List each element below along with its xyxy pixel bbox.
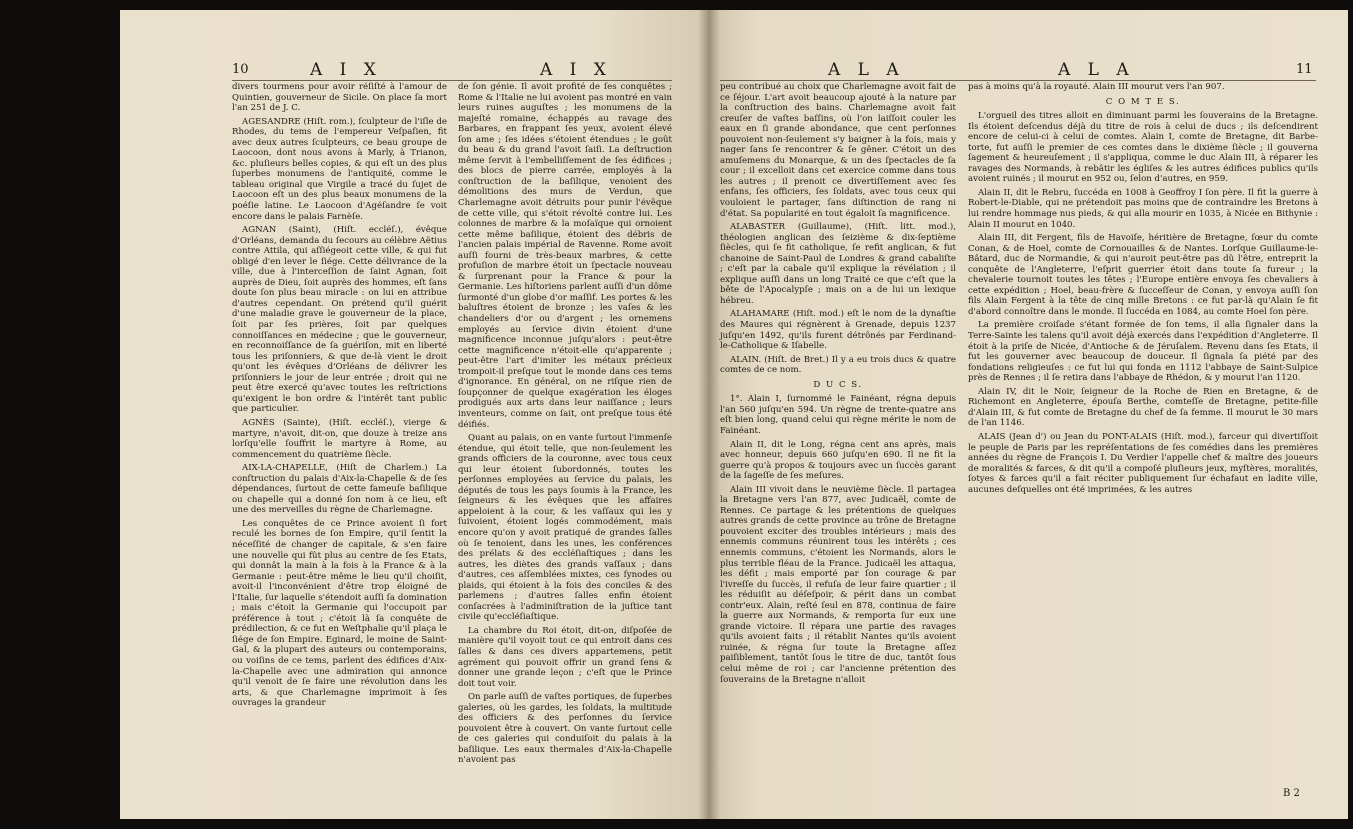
catchword: B 2: [1283, 788, 1300, 799]
paragraph: ALABASTER (Guillaume), (Hiſt. litt. mod.), théologien anglican des ſeizième & dix-ſeptième ſiècles, qui ſe fit catholique, ſe refit anglican, & fut chanoine de Saint-Paul de Londres & grand cabaliſte ; c'eſt par la cabale qu'il explique la révélation ; il explique auſſi dans un long Traité ce que c'eſt que la bête de l'Apocalypſe ; mais on a de lui un lexique hébreu.: [720, 222, 956, 306]
running-head-center-left: A I X: [540, 60, 612, 80]
page-number-right: 11: [1296, 62, 1313, 77]
paragraph: AIX-LA-CHAPELLE, (Hiſt de Charlem.) La conſtruction du palais d'Aix-la-Chapelle & de ſes dépendances, ſurtout de cette fameuſe baſilique ou chapelle qui a donné ſon nom à ce lieu, eſt une des merveilles du règne de Charlemagne.: [232, 463, 447, 516]
paragraph: divers tourmens pour avoir réſiſté à l'amour de Quintien, gouverneur de Sicile. On place ſa mort l'an 251 de J. C.: [232, 82, 447, 114]
paragraph: Quant au palais, on en vante ſurtout l'immenſe étendue, qui étoit telle, que non-ſeulement les grands officiers de la couronne, avec tous ceux qui leur étoient ſubordonnés, toutes les perſonnes employées au ſervice du palais, les députés de tous les pays ſoumis à la France, les ſeigneurs & les évêques que les affaires appeloient à la cour, & les vaſſaux qui les y ſuivoient, étoient logés commodément, mais encore qu'on y avoit pratiqué de grandes ſalles où ſe tenoient, dans les unes, les conférences des prélats & des eccléſiaſtiques ; dans les autres, les diètes des grands vaſſaux ; dans d'autres, ces aſſemblées mixtes, ces ſynodes ou plaids, qui étoient à la fois des conciles & des parlemens ; d'autres ſalles enfin étoient conſacrées à l'adminiſtration de la juſtice tant civile qu'eccléſiaſtique.: [458, 433, 672, 623]
head-rule-right: [720, 80, 1316, 81]
paragraph: AGNAN (Saint), (Hiſt. eccléſ.), évêque d'Orléans, demanda du ſecours au célèbre Aëtius contre Attila, qui aſſiégeoit cette ville, & qui fut obligé d'en lever le ſiége. Cette délivrance de la ville, due à l'interceſſion de ſaint Agnan, ſoit auprès de Dieu, ſoit auprès des hommes, eſt ſans doute ſon plus beau miracle : on lui en attribue d'autres cependant. On prétend qu'il guérit d'une maladie grave le gouverneur de la place, ſoit par ſes prières, ſoit par quelques connoiſſances en médecine ; que le gouverneur, en reconnoiſſance de ſa guériſon, mit en liberté tous les priſonniers, & que de-là vient le droit qu'ont les évêques d'Orléans de délivrer les priſonniers le jour de leur entrée ; droit qui ne peut être exercé qu'avec toutes les reſtrictions qu'exigent le bon ordre & l'intérêt tant public que particulier.: [232, 225, 447, 415]
paragraph: ALAIN. (Hiſt. de Bret.) Il y a eu trois ducs & quatre comtes de ce nom.: [720, 354, 956, 376]
paragraph: peu contribué au choix que Charlemagne avoit fait de ce ſéjour. L'art avoit beaucoup ajouté à la nature par la conſtruction des bains. Charlemagne avoit fait creuſer de vaſtes baſſins, où l'on laiſſoit couler les eaux en ſi grande abondance, que cent perſonnes pouvoient non-ſeulement s'y baigner à la fois, mais y nager ſans ſe rencontrer & ſe gêner. C'étoit un des amuſemens du Monarque, & un des ſpectacles de ſa cour ; il excelloit dans cet exercice comme dans tous les autres ; il prenoit ce divertiſſement avec ſes enfans, ſes officiers, ſes ſoldats, avec tous ceux qui vouloient le partager, ſans diſtinction de rang ni d'état. Sa popularité en tout égaloit ſa magnificence.: [720, 82, 956, 219]
left-page: [120, 10, 708, 819]
paragraph: 1°. Alain I, ſurnommé le Fainéant, régna depuis l'an 560 juſqu'en 594. Un règne de trente-quatre ans eſt bien long, quand celui qui règne mérite le nom de Fainéant.: [720, 394, 956, 436]
paragraph: Les conquêtes de ce Prince avoient ſi fort reculé les bornes de ſon Empire, qu'il ſentit la néceſſité de changer de capitale, & s'en faire une nouvelle qui fût plus au centre de ſes Etats, qui donnât la main à la fois à la France & à la Germanie : peut-être même le lieu qu'il choiſit, avoit-il l'inconvénient d'être trop éloigné de l'Italie, ſur laquelle s'étendoit auſſi ſa domination ; mais c'étoit la Germanie qui l'occupoit par préférence à tout ; c'étoit là ſa conquête de prédilection, & ce fut en Weſtphalie qu'il plaça le ſiége de ſon Empire. Eginard, le moine de Saint-Gal, & la plupart des auteurs ou contemporains, ou voiſins de ce tems, parlent des édifices d'Aix-la-Chapelle avec une admiration qui annonce qu'il venoit de ſe faire une révolution dans les arts, & que Charlemagne imprimoit à ſes ouvrages la grandeur: [232, 518, 447, 709]
book-gutter: [698, 10, 720, 819]
paragraph: de ſon génie. Il avoit profité de ſes conquêtes ; Rome & l'Italie ne lui avoient pas montré en vain leurs ruines auguſtes ; les monumens de la majeſté romaine, échappés au ravage des Barbares, en frappant ſes yeux, avoient élevé ſon ame ; ſes idées s'étoient étendues ; le goût du beau & du grand l'avoit ſaiſi. La deſtruction même ſervit à l'embelliſſement de ſes édifices ; des blocs de pierre carrée, employés à la conſtruction de la baſilique, venoient des démolitions des murs de Verdun, que Charlemagne avoit détruits pour punir l'évêque de cette ville, qui s'étoit révolté contre lui. Les colonnes de marbre & la moſaïque qui ornoient cette même baſilique, étoient des débris de l'ancien palais impérial de Ravenne. Rome avoit auſſi fourni de très-beaux marbres, & cette profuſion de marbre étoit un ſpectacle nouveau & ſurprenant pour la France & pour la Germanie. Les hiſtoriens parlent auſſi d'un dôme ſurmonté d'un globe d'or maſſif. Les portes & les baluſtres étoient de bronze ; les vaſes & les chandeliers d'or ou d'argent ; les ornemens employés au ſervice divin étoient d'une magnificence inconnue juſqu'alors : peut-être cette magnificence n'étoit-elle qu'apparente ; peut-être l'art d'imiter les métaux précieux trompoit-il preſque tout le monde dans ces tems d'ignorance. En général, on ne riſque rien de ſoupçonner de quelque exagération les éloges prodigués aux arts dans leur naiſſance ; leurs inventeurs, comme on ſait, ont preſque tous été déifiés.: [458, 82, 672, 430]
paragraph: ALAIS (Jean d') ou Jean du PONT-ALAIS (Hiſt. mod.), farceur qui divertiſſoit le peuple de Paris par les repréſentations de ſes comédies dans les premières années du règne de François I. Du Verdier l'appelle chef & maître des joueurs de moralités & farces, & dit qu'il a compoſé pluſieurs jeux, myſtères, moralités, ſotyes & farces qu'il a fait réciter publiquement ſur échafaut en ladite ville, aucunes deſquelles ont été imprimées, & les autres: [968, 431, 1318, 495]
running-head-left: A I X: [310, 60, 382, 80]
paragraph: Alain IV, dit le Noir, ſeigneur de la Roche de Rien en Bretagne, & de Richemont en Angleterre, épouſa Berthe, comteſſe de Bretagne, petite-fille d'Alain III, & fut comte de Bretagne du chef de ſa femme. Il mourut le 30 mars de l'an 1146.: [968, 386, 1318, 429]
section-heading-ducs: D U C S.: [813, 379, 863, 390]
paragraph: AGNÈS (Sainte), (Hiſt. eccléſ.), vierge & martyre, n'avoit, dit-on, que douze à treize ans lorſqu'elle ſouffrit le martyre à Rome, au commencement du quatrième ſiècle.: [232, 417, 447, 460]
paragraph: Alain II, dit le Long, régna cent ans après, mais avec honneur, depuis 660 juſqu'en 690. Il ne fit la guerre qu'à propos & toujours avec un ſuccès garant de la ſageſſe de ſes meſures.: [720, 439, 956, 482]
head-rule-left: [232, 80, 672, 81]
paragraph: L'orgueil des titres alloit en diminuant parmi les ſouverains de la Bretagne. Ils étoient deſcendus déjà du titre de rois à celui de ducs ; ils deſcendirent encore de celui-ci à celui de comtes. Alain I, comte de Bretagne, dit Barbe-torte, fut auſſi le premier de ces comtes dans le dixième ſiècle ; il gouverna ſagement & heureuſement ; il s'appliqua, comme le duc Alain III, à réparer les ravages des Normands, à rebâtir les égliſes & les autres édifices publics qu'ils avoient ruinés ; il mourut en 952 ou, ſelon d'autres, en 959.: [968, 111, 1318, 185]
paragraph: La première croiſade s'étant formée de ſon tems, il alla ſignaler dans la Terre-Sainte les talens qu'il avoit déjà exercés dans l'expédition d'Angleterre. Il étoit à la priſe de Nicée, d'Antioche & de Jéruſalem. Revenu dans ſes Etats, il fut les gouverner avec beaucoup de douceur. Il ſignala ſa piété par des fondations religieuſes : ce fut lui qui fonda en 1112 l'abbaye de Saint-Sulpice près de Rennes ; il ſe retira dans l'abbaye de Rhédon, & y mourut l'an 1120.: [968, 320, 1318, 384]
paragraph: La chambre du Roi étoit, dit-on, diſpoſée de manière qu'il voyoit tout ce qui entroit dans ces ſalles & dans ces divers appartemens, petit agrément qui pouvoit offrir un grand ſens & donner une grande leçon ; c'eſt que le Prince doit tout voir.: [458, 625, 672, 689]
page-number-left: 10: [232, 62, 249, 77]
left-column-1: [232, 82, 447, 712]
running-head-center-right: A L A: [828, 60, 905, 80]
right-column-2: [968, 82, 1318, 498]
right-page: [708, 10, 1348, 819]
section-heading-comtes: C O M T E S.: [1105, 96, 1181, 107]
paragraph: On parle auſſi de vaſtes portiques, de ſuperbes galeries, où les gardes, les ſoldats, la multitude des officiers & des perſonnes du ſervice pouvoient être à couvert. On vante ſurtout celle de ces galeries qui conduiſoit du palais à la baſilique. Les eaux thermales d'Aix-la-Chapelle n'avoient pas: [458, 692, 672, 766]
paragraph: Alain III vivoit dans le neuvième ſiècle. Il partagea la Bretagne vers l'an 877, avec Judicaël, comte de Rennes. Ce partage & les prétentions de quelques autres grands de cette province au trône de Bretagne pouvoient exciter des troubles intérieurs ; mais des ennemis communs réunirent tous les intérêts ; ces ennemis communs, c'étoient les Normands, alors le plus terrible fléau de la France. Judicaël les attaqua, les défit ; mais emporté par ſon courage & par l'ivreſſe du ſuccès, il refuſa de leur faire quartier ; il les réduiſit au déſeſpoir, & périt dans un combat contr'eux. Alain, reſté ſeul en 878, continua de faire la guerre aux Normands, & remporta ſur eux une grande victoire. Il répara une partie des ravages qu'ils avoient faits ; il rétablit Nantes qu'ils avoient ruinée, & régna ſur toute la Bretagne aſſez paiſiblement, tantôt ſous le titre de duc, tantôt ſous celui même de roi ; car l'ancienne prétention des ſouverains de la Bretagne n'alloit: [720, 484, 956, 685]
left-column-2: [458, 82, 672, 769]
book-spread: [120, 10, 1348, 819]
paragraph: ALAHAMARE (Hiſt. mod.) eſt le nom de la dynaſtie des Maures qui régnèrent à Grenade, depuis 1237 juſqu'en 1492, qu'ils furent détrônés par Ferdinand-le-Catholique & Iſabelle.: [720, 309, 956, 352]
right-column-1: [720, 82, 956, 688]
paragraph: AGESANDRE (Hiſt. rom.), ſculpteur de l'iſle de Rhodes, du tems de l'empereur Veſpaſien, fit avec deux autres ſculpteurs, ce beau groupe de Laocoon, dont nous avons à Marly, à Trianon, &c. pluſieurs belles copies, & qui eſt un des plus ſuperbes monumens de l'antiquité, comme le tableau original que Virgile a tracé du ſujet de Laocoon eſt un des plus beaux monumens de la poéſie latine. Le Laocoon d'Agéſandre ſe voit encore dans le palais Farnèſe.: [232, 116, 447, 222]
paragraph: Alain II, dit le Rebru, ſuccéda en 1008 à Geoffroy I ſon père. Il fit la guerre à Robert-le-Diable, qui ne prétendoit pas moins que de contraindre les Bretons à lui rendre hommage nus pieds, & qui alla mourir en 1035, à Nicée en Bithynie : Alain II mourut en 1040.: [968, 187, 1318, 230]
running-head-right: A L A: [1058, 60, 1135, 80]
paragraph: Alain III, dit Fergent, fils de Havoiſe, héritière de Bretagne, ſœur du comte Conan, & de Hoel, comte de Cornouailles & de Nantes. Lorſque Guillaume-le-Bâtard, duc de Normandie, & qui n'auroit peut-être pas dû l'être, entreprit la conquête de l'Angleterre, l'eſprit guerrier étoit dans toute ſa fureur ; la chevalerie tournoit toutes les têtes ; l'Europe entière envoya ſes chevaliers à cette expédition ; Hoel, beau-frère & ſucceſſeur de Conan, y envoya auſſi ſon fils Alain Fergent à la tête de cinq mille Bretons : ce fut par-là qu'Alain ſe fit d'abord connoître dans le monde. Il ſuccéda en 1084, au comte Hoel ſon père.: [968, 233, 1318, 317]
paragraph: pas à moins qu'à la royauté. Alain III mourut vers l'an 907.: [968, 82, 1225, 92]
